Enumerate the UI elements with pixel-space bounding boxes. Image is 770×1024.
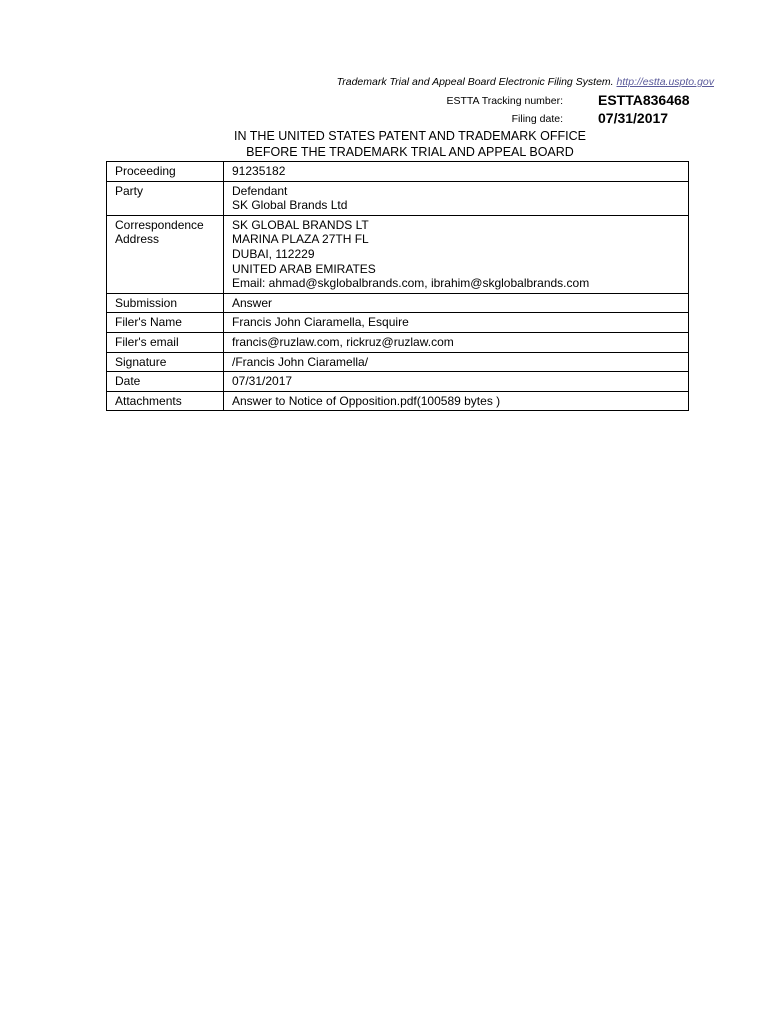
correspondence-email: Email: ahmad@skglobalbrands.com, ibrahim@skglobalbrands.com: [232, 276, 590, 291]
party-role: Defendant: [232, 183, 288, 198]
filing-details-table: [106, 161, 689, 411]
tracking-label: ESTTA Tracking number:: [446, 95, 563, 107]
address-line-1: SK GLOBAL BRANDS LT: [232, 217, 369, 232]
proceeding-value: 91235182: [224, 162, 689, 182]
signature-value: /Francis John Ciaramella/: [224, 352, 689, 372]
filing-system-text: Trademark Trial and Appeal Board Electronic Filing System.: [336, 76, 614, 88]
proceeding-label: Proceeding: [107, 162, 224, 182]
table-row-proceeding: [107, 162, 689, 182]
filing-system-line: [337, 76, 714, 88]
date-label: Date: [107, 372, 224, 392]
table-row-submission: [107, 293, 689, 313]
table-row-signature: [107, 352, 689, 372]
attachments-value: Answer to Notice of Opposition.pdf(100589 bytes ): [224, 391, 689, 411]
correspondence-label: [107, 215, 224, 293]
table-row-attachments: [107, 391, 689, 411]
filers-email-value: francis@ruzlaw.com, rickruz@ruzlaw.com: [224, 332, 689, 352]
submission-value: Answer: [224, 293, 689, 313]
party-label: Party: [107, 181, 224, 215]
office-title-line-1: IN THE UNITED STATES PATENT AND TRADEMARK OFFICE: [234, 129, 586, 143]
table-row-correspondence: [107, 215, 689, 293]
filers-name-label: Filer's Name: [107, 313, 224, 333]
filing-date-row: [400, 110, 700, 128]
correspondence-label-line-1: Correspondence: [115, 217, 204, 232]
office-title-line-2: BEFORE THE TRADEMARK TRIAL AND APPEAL BOARD: [246, 145, 574, 159]
table-row-party: [107, 181, 689, 215]
submission-label: Submission: [107, 293, 224, 313]
party-name: SK Global Brands Ltd: [232, 198, 348, 213]
tracking-row: [400, 92, 700, 110]
address-line-3: DUBAI, 112229: [232, 246, 315, 261]
filers-name-value: Francis John Ciaramella, Esquire: [224, 313, 689, 333]
table-row-filers-name: [107, 313, 689, 333]
address-line-4: UNITED ARAB EMIRATES: [232, 261, 376, 276]
table-row-filers-email: [107, 332, 689, 352]
party-value: [224, 181, 689, 215]
correspondence-value: [224, 215, 689, 293]
date-value: 07/31/2017: [224, 372, 689, 392]
signature-label: Signature: [107, 352, 224, 372]
filers-email-label: Filer's email: [107, 332, 224, 352]
attachments-label: Attachments: [107, 391, 224, 411]
filing-date: 07/31/2017: [598, 110, 669, 126]
address-line-2: MARINA PLAZA 27TH FL: [232, 232, 369, 247]
office-title: [0, 128, 770, 160]
correspondence-label-line-2: Address: [115, 232, 160, 247]
table-row-date: [107, 372, 689, 392]
tracking-number: ESTTA836468: [598, 92, 690, 108]
filing-date-label: Filing date:: [511, 113, 563, 125]
estta-link[interactable]: http://estta.uspto.gov: [616, 76, 714, 88]
